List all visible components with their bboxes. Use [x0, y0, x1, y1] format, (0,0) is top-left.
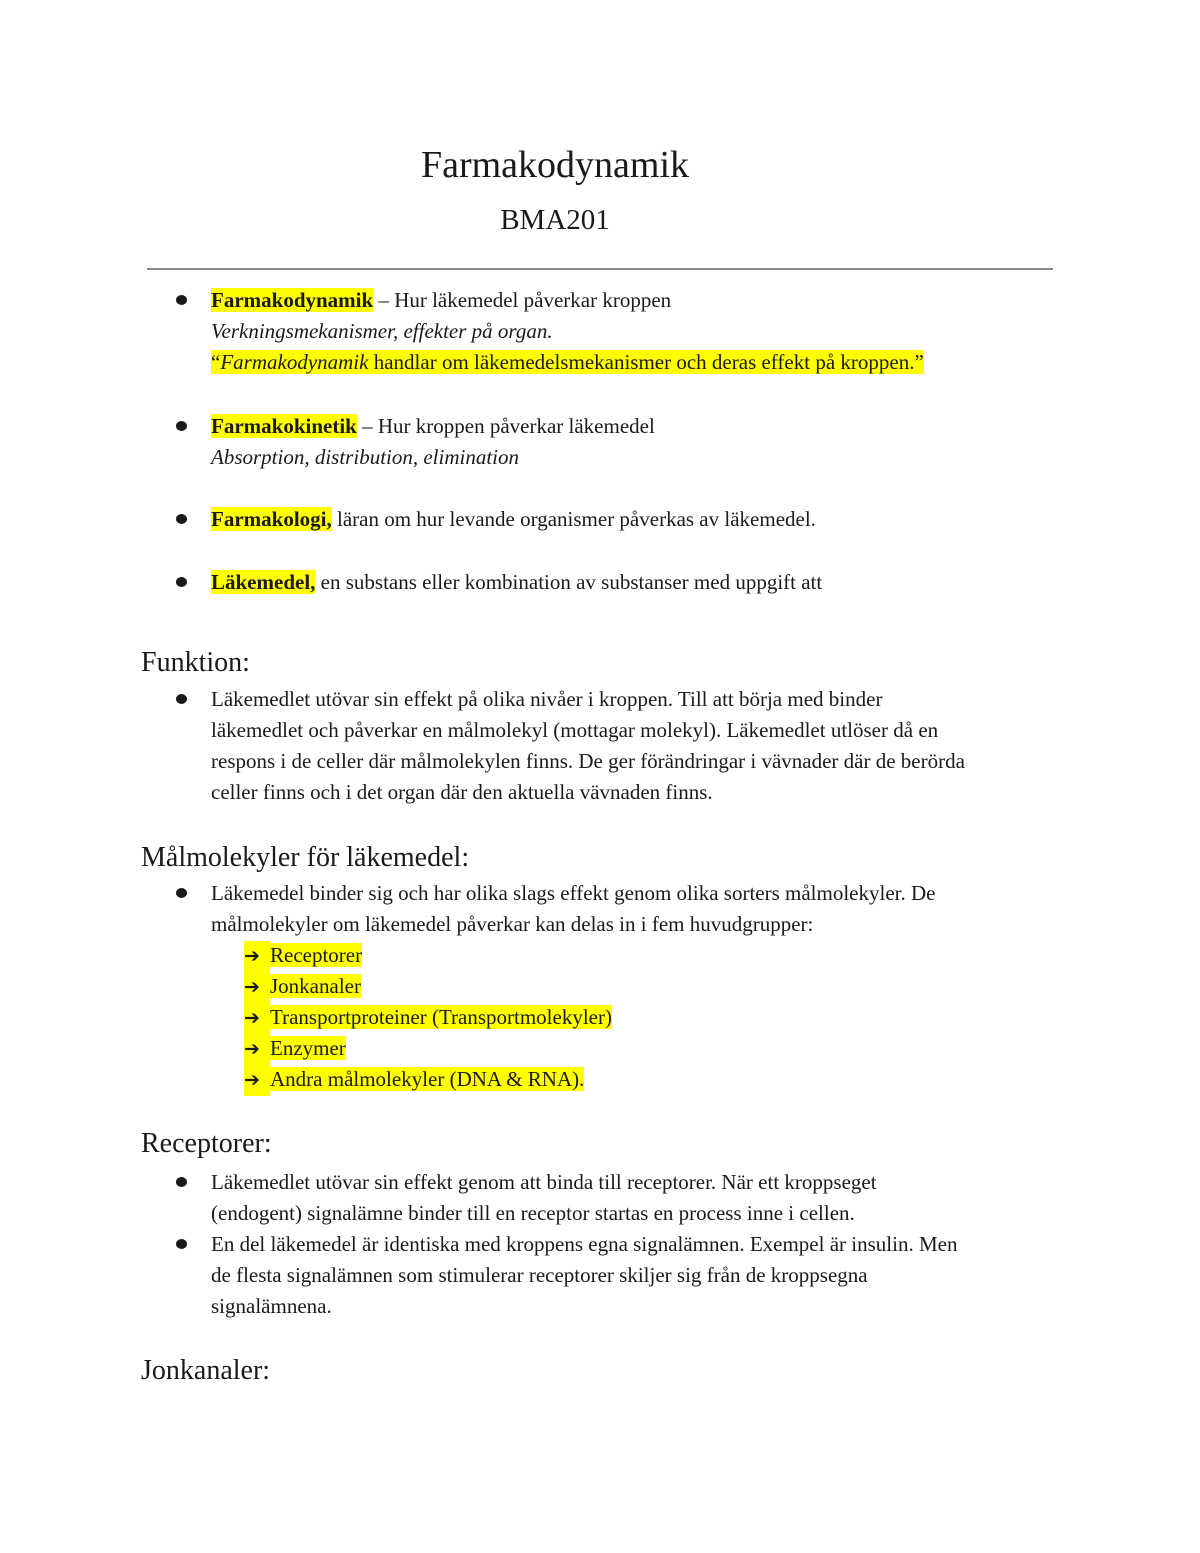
- definition-subline: Verkningsmekanismer, effekter på organ.: [211, 319, 553, 343]
- arrow-right-icon: ➔: [244, 1003, 270, 1034]
- definition-lakemedel: [211, 567, 822, 598]
- malmolekyler-paragraph: [211, 878, 935, 940]
- bullet-icon: [176, 694, 187, 704]
- quote-text: handlar om läkemedelsmekanismer och deras effekt på kroppen.”: [368, 350, 924, 374]
- paragraph-line: Läkemedlet utövar sin effekt genom att binda till receptorer. När ett kroppseget: [211, 1170, 877, 1194]
- target-group-item: [244, 1002, 612, 1034]
- bullet-icon: [176, 421, 187, 431]
- arrow-right-icon: ➔: [244, 972, 270, 1003]
- paragraph-line: (endogent) signalämne binder till en receptor startas en process inne i cellen.: [211, 1201, 855, 1225]
- bullet-icon: [176, 514, 187, 524]
- target-group-item: [244, 1033, 346, 1065]
- term-highlight: Läkemedel,: [211, 570, 316, 594]
- quote-open: “: [211, 350, 221, 374]
- term-highlight: Farmakokinetik: [211, 414, 357, 438]
- paragraph-line: celler finns och i det organ där den aktuella vävnaden finns.: [211, 780, 713, 804]
- bullet-icon: [176, 1177, 187, 1187]
- definition-text: en substans eller kombination av substanser med uppgift att: [315, 570, 823, 594]
- target-group-item: [244, 940, 362, 972]
- receptorer-paragraph-2: [211, 1229, 957, 1322]
- arrow-right-icon: ➔: [244, 1034, 270, 1065]
- definition-farmakologi: [211, 504, 816, 535]
- bullet-icon: [176, 295, 187, 305]
- receptorer-paragraph-1: [211, 1167, 877, 1229]
- target-group-label: Enzymer: [270, 1036, 346, 1060]
- arrow-right-icon: ➔: [244, 941, 270, 972]
- paragraph-line: de flesta signalämnen som stimulerar receptorer skiljer sig från de kroppsegna: [211, 1263, 868, 1287]
- document-title: Farmakodynamik: [420, 144, 690, 186]
- funktion-paragraph: [211, 684, 965, 808]
- definition-text: – Hur läkemedel påverkar kroppen: [373, 288, 672, 312]
- bullet-icon: [176, 1239, 187, 1249]
- term-highlight: Farmakodynamik: [211, 288, 374, 312]
- target-group-item: [244, 971, 361, 1003]
- document-subtitle: BMA201: [500, 204, 610, 236]
- definition-text: läran om hur levande organismer påverkas av läkemedel.: [331, 507, 816, 531]
- paragraph-line: Läkemedel binder sig och har olika slags effekt genom olika sorters målmolekyler. De: [211, 881, 936, 905]
- paragraph-line: respons i de celler där målmolekylen finns. De ger förändringar i vävnader där de berörda: [211, 749, 965, 773]
- quote-term: Farmakodynamik: [220, 350, 369, 374]
- target-group-label: Receptorer: [270, 943, 363, 967]
- target-group-label: Andra målmolekyler (DNA & RNA).: [270, 1067, 585, 1091]
- arrow-right-icon: ➔: [244, 1065, 270, 1096]
- target-group-label: Transportproteiner (Transportmolekyler): [270, 1005, 612, 1029]
- definition-farmakokinetik: [211, 411, 655, 473]
- section-heading-funktion: Funktion:: [141, 647, 250, 678]
- bullet-icon: [176, 888, 187, 898]
- target-group-label: Jonkanaler: [270, 974, 361, 998]
- paragraph-line: målmolekyler om läkemedel påverkar kan delas in i fem huvudgrupper:: [211, 912, 814, 936]
- section-heading-jonkanaler: Jonkanaler:: [141, 1355, 271, 1386]
- definition-subline: Absorption, distribution, elimination: [211, 445, 520, 469]
- bullet-icon: [176, 577, 187, 587]
- term-highlight: Farmakologi,: [211, 507, 332, 531]
- target-group-item: [244, 1064, 584, 1096]
- definition-farmakodynamik: [211, 285, 924, 378]
- horizontal-rule: [147, 268, 1053, 270]
- definition-text: – Hur kroppen påverkar läkemedel: [356, 414, 655, 438]
- paragraph-line: signalämnena.: [211, 1294, 332, 1318]
- paragraph-line: läkemedlet och påverkar en målmolekyl (mottagar molekyl). Läkemedlet utlöser då en: [211, 718, 939, 742]
- section-heading-receptorer: Receptorer:: [141, 1128, 272, 1159]
- section-heading-malmolekyler: Målmolekyler för läkemedel:: [141, 842, 470, 873]
- paragraph-line: Läkemedlet utövar sin effekt på olika nivåer i kroppen. Till att börja med binder: [211, 687, 883, 711]
- paragraph-line: En del läkemedel är identiska med kroppens egna signalämnen. Exempel är insulin. Men: [211, 1232, 958, 1256]
